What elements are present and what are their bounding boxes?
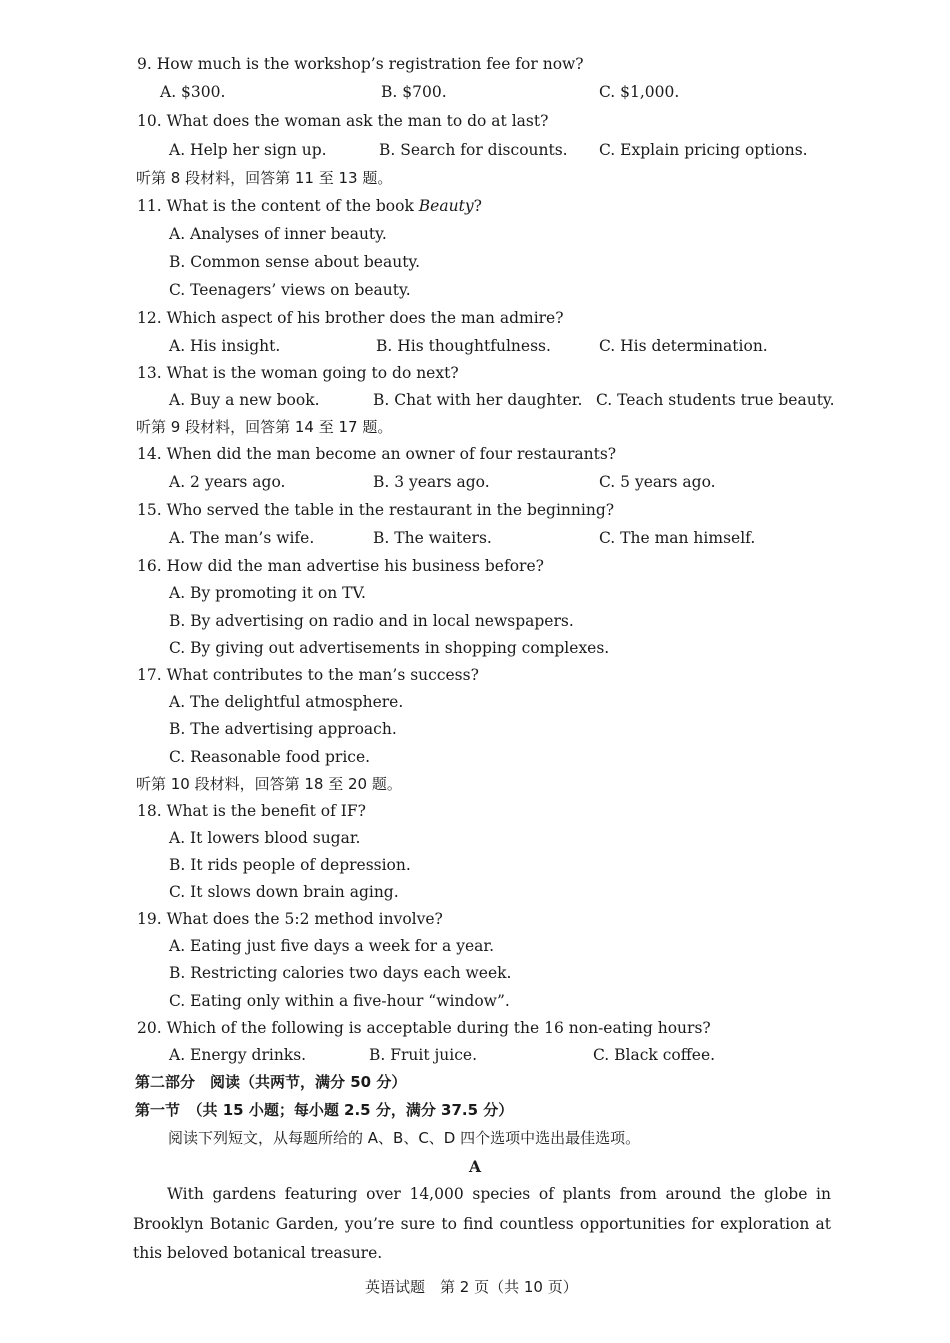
q10-option-c: C. Explain pricing options. [599, 141, 808, 159]
q18-option-b: B. It rids people of depression. [169, 856, 411, 874]
q20-option-b: B. Fruit juice. [369, 1046, 478, 1064]
q12-option-c: C. His determination. [599, 337, 768, 355]
q9-option-b: B. $700. [381, 83, 447, 101]
q11-option-b: B. Common sense about beauty. [169, 253, 421, 271]
q17-option-c: C. Reasonable food price. [169, 748, 371, 766]
passage-a-text: With gardens featuring over 14,000 species of plants from around the globe in Brooklyn Botanic Garden, you’re sure to find countless opportunities for exploration at this beloved botanical treasure. [133, 1185, 831, 1262]
question-13: 13. What is the woman going to do next? [137, 364, 459, 382]
question-10: 10. What does the woman ask the man to do at last? [137, 112, 549, 130]
q14-option-c: C. 5 years ago. [599, 473, 716, 491]
question-9: 9. How much is the workshop’s registration fee for now? [137, 55, 584, 73]
q15-option-a: A. The man’s wife. [169, 529, 315, 547]
q17-option-b: B. The advertising approach. [169, 720, 397, 738]
q15-option-b: B. The waiters. [373, 529, 492, 547]
q20-option-a: A. Energy drinks. [169, 1046, 307, 1064]
section-9-instruction: 听第 9 段材料，回答第 14 至 17 题。 [136, 418, 393, 436]
q11-option-c: C. Teenagers’ views on beauty. [169, 281, 411, 299]
passage-label: A [469, 1157, 482, 1176]
section-8-instruction: 听第 8 段材料，回答第 11 至 13 题。 [136, 169, 393, 187]
question-18: 18. What is the benefit of IF? [137, 802, 366, 820]
q17-option-a: A. The delightful atmosphere. [169, 693, 404, 711]
section-1-heading: 第一节 （共 15 小题；每小题 2.5 分，满分 37.5 分） [135, 1101, 514, 1119]
q11-option-a: A. Analyses of inner beauty. [169, 225, 387, 243]
question-19: 19. What does the 5:2 method involve? [137, 910, 443, 928]
q14-option-b: B. 3 years ago. [373, 473, 490, 491]
q9-option-a: A. $300. [160, 83, 226, 101]
question-20: 20. Which of the following is acceptable during the 16 non-eating hours? [137, 1019, 711, 1037]
q12-option-b: B. His thoughtfulness. [376, 337, 551, 355]
q16-option-a: A. By promoting it on TV. [169, 584, 366, 602]
question-15: 15. Who served the table in the restaurant in the beginning? [137, 501, 615, 519]
reading-instruction: 阅读下列短文，从每题所给的 A、B、C、D 四个选项中选出最佳选项。 [168, 1129, 641, 1147]
q13-option-c: C. Teach students true beauty. [596, 391, 835, 409]
q9-option-c: C. $1,000. [599, 83, 680, 101]
q20-option-c: C. Black coffee. [593, 1046, 716, 1064]
question-12: 12. Which aspect of his brother does the man admire? [137, 309, 564, 327]
q18-option-c: C. It slows down brain aging. [169, 883, 399, 901]
part-2-heading: 第二部分 阅读（共两节，满分 50 分） [135, 1073, 407, 1091]
section-10-instruction: 听第 10 段材料，回答第 18 至 20 题。 [136, 775, 402, 793]
page-footer: 英语试题 第 2 页（共 10 页） [365, 1278, 578, 1296]
question-17: 17. What contributes to the man’s success? [137, 666, 479, 684]
book-title: Beauty [418, 197, 474, 215]
q14-option-a: A. 2 years ago. [169, 473, 286, 491]
q19-option-a: A. Eating just five days a week for a year. [169, 937, 494, 955]
q13-option-a: A. Buy a new book. [169, 391, 320, 409]
q19-option-c: C. Eating only within a five-hour “window”. [169, 992, 510, 1010]
question-11: 11. What is the content of the book Beauty? [137, 197, 482, 215]
question-16: 16. How did the man advertise his business before? [137, 557, 544, 575]
q16-option-c: C. By giving out advertisements in shopping complexes. [169, 639, 610, 657]
q10-option-a: A. Help her sign up. [169, 141, 327, 159]
q16-option-b: B. By advertising on radio and in local newspapers. [169, 612, 574, 630]
q10-option-b: B. Search for discounts. [379, 141, 568, 159]
q15-option-c: C. The man himself. [599, 529, 756, 547]
q18-option-a: A. It lowers blood sugar. [169, 829, 361, 847]
question-14: 14. When did the man become an owner of four restaurants? [137, 445, 617, 463]
q19-option-b: B. Restricting calories two days each week. [169, 964, 512, 982]
q12-option-a: A. His insight. [169, 337, 281, 355]
q13-option-b: B. Chat with her daughter. [373, 391, 583, 409]
